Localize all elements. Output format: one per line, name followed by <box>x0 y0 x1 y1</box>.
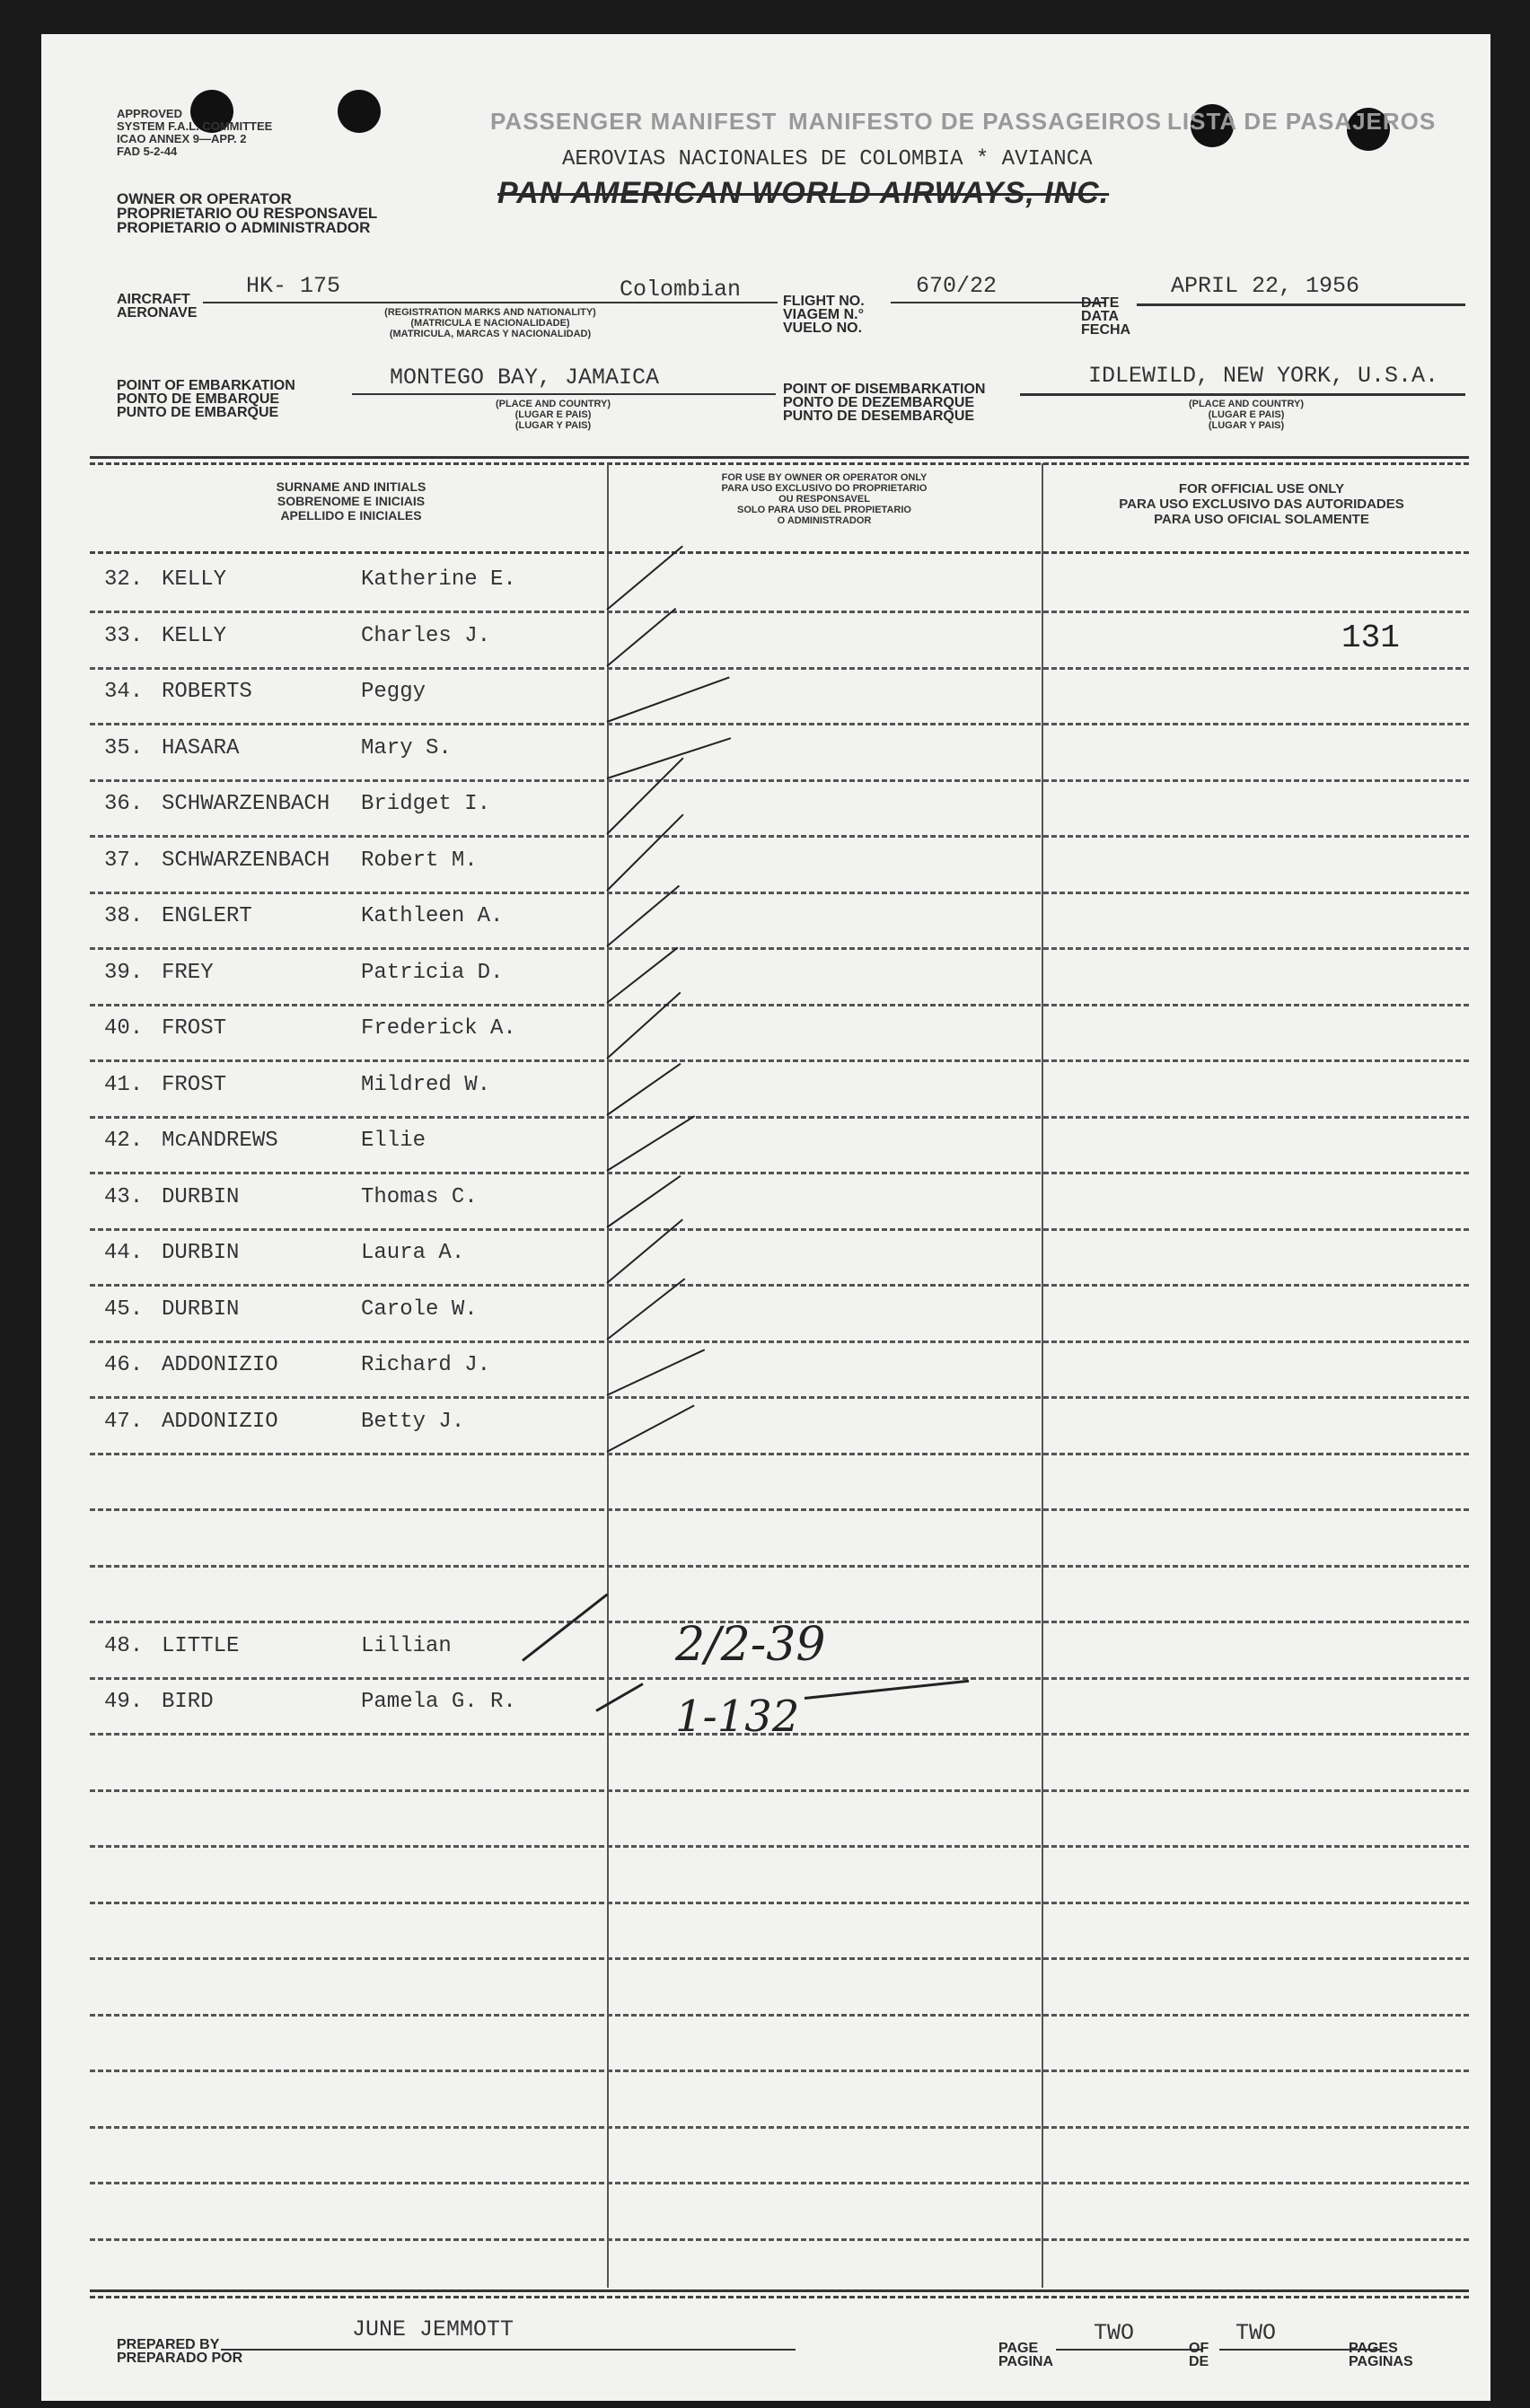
passenger-given-name: Robert M. <box>361 848 478 873</box>
disembarkation-label: POINT OF DISEMBARKATION PONTO DE DEZEMBARQUE PUNTO DE DESEMBARQUE <box>783 382 986 424</box>
passenger-given-name: Pamela G. R. <box>361 1690 516 1714</box>
approval-line: SYSTEM F.A.L. COMMITTEE <box>117 119 273 133</box>
passenger-given-name: Carole W. <box>361 1297 478 1322</box>
check-mark <box>607 1404 695 1452</box>
row-rule <box>90 2238 1469 2241</box>
row-rule <box>90 2070 1469 2072</box>
embarkation-place-caption: (PLACE AND COUNTRY) (LUGAR E PAIS) (LUGAR Y PAIS) <box>495 399 611 431</box>
pages-label: PAGES PAGINAS <box>1349 2341 1413 2369</box>
page-label: PAGE PAGINA <box>998 2341 1054 2369</box>
passenger-surname: BIRD <box>162 1690 214 1714</box>
passenger-number: 39. <box>104 961 144 985</box>
operator-use-header: FOR USE BY OWNER OR OPERATOR ONLY PARA USO EXCLUSIVO DO PROPRIETARIO OU RESPONSAVEL SOLO PARA USO DEL PROPIETARIO O ADMINISTRADOR <box>721 472 928 526</box>
passenger-surname: HASARA <box>162 736 240 760</box>
date-value: APRIL 22, 1956 <box>1171 273 1360 299</box>
check-mark <box>607 1349 706 1396</box>
passenger-number: 33. <box>104 624 144 648</box>
passenger-given-name: Ellie <box>361 1129 426 1153</box>
passenger-given-name: Bridget I. <box>361 792 491 816</box>
check-mark <box>606 1115 695 1172</box>
passenger-surname: FREY <box>162 961 214 985</box>
operator-typed: AEROVIAS NACIONALES DE COLOMBIA * AVIANCA <box>562 147 1093 171</box>
row-rule <box>90 2126 1469 2129</box>
passenger-given-name: Betty J. <box>361 1410 465 1434</box>
aircraft-value: HK- 175 <box>246 273 341 299</box>
passenger-number: 40. <box>104 1016 144 1041</box>
passenger-surname: FROST <box>162 1073 227 1097</box>
table-top-border <box>90 456 1469 459</box>
prepared-by-value: JUNE JEMMOTT <box>352 2316 514 2342</box>
passenger-given-name: Laura A. <box>361 1241 465 1265</box>
prepared-by-label: PREPARED BY PREPARADO POR <box>117 2337 243 2366</box>
passenger-given-name: Lillian <box>361 1634 452 1658</box>
passenger-surname: ADDONIZIO <box>162 1353 278 1377</box>
handwritten-underline <box>805 1680 969 1700</box>
row-rule <box>90 1957 1469 1960</box>
check-mark <box>606 947 678 1004</box>
row-rule <box>90 2182 1469 2184</box>
row-rule <box>90 1284 1469 1287</box>
table-bottom-border <box>90 2289 1469 2292</box>
check-mark <box>595 1683 643 1712</box>
row-rule <box>90 1059 1469 1062</box>
check-mark <box>606 1175 681 1228</box>
passenger-given-name: Katherine E. <box>361 567 516 592</box>
passenger-surname: DURBIN <box>162 1297 240 1322</box>
passenger-number: 44. <box>104 1241 144 1265</box>
owner-operator-label: OWNER OR OPERATOR PROPRIETARIO OU RESPONSAVEL PROPIETARIO O ADMINISTRADOR <box>117 190 378 236</box>
passenger-number: 35. <box>104 736 144 760</box>
passenger-given-name: Kathleen A. <box>361 904 504 928</box>
passenger-number: 41. <box>104 1073 144 1097</box>
passenger-number: 32. <box>104 567 144 592</box>
passenger-surname: LITTLE <box>162 1634 240 1658</box>
passenger-number: 47. <box>104 1410 144 1434</box>
passenger-surname: KELLY <box>162 624 227 648</box>
disembarkation-place-caption: (PLACE AND COUNTRY) (LUGAR E PAIS) (LUGAR Y PAIS) <box>1188 399 1305 431</box>
passenger-given-name: Mary S. <box>361 736 452 760</box>
passenger-given-name: Patricia D. <box>361 961 504 985</box>
of-value: TWO <box>1235 2320 1277 2346</box>
handwritten-note: 2/2-39 <box>675 1618 826 1672</box>
title-english: PASSENGER MANIFEST <box>490 108 778 135</box>
passenger-number: 48. <box>104 1634 144 1658</box>
row-rule <box>90 611 1469 613</box>
row-rule <box>90 1677 1469 1680</box>
row-rule <box>90 667 1469 670</box>
passenger-surname: ROBERTS <box>162 680 252 704</box>
registration-caption: (REGISTRATION MARKS AND NATIONALITY) (MATRICULA E NACIONALIDADE) (MATRICULA, MARCAS Y NACIONALIDAD) <box>384 307 596 339</box>
handwritten-note: 1-132 <box>675 1692 800 1742</box>
passenger-number: 43. <box>104 1185 144 1209</box>
passenger-given-name: Peggy <box>361 680 426 704</box>
check-mark <box>607 676 730 722</box>
prepared-by-underline <box>221 2349 796 2351</box>
flight-label: FLIGHT NO. VIAGEM N.° VUELO NO. <box>783 294 865 336</box>
page-value: TWO <box>1094 2320 1135 2346</box>
date-underline <box>1137 303 1465 306</box>
passenger-number: 46. <box>104 1353 144 1377</box>
row-rule <box>90 1340 1469 1343</box>
date-label: DATE DATA FECHA <box>1081 295 1131 338</box>
row-rule <box>90 1453 1469 1455</box>
passenger-number: 38. <box>104 904 144 928</box>
of-label: OF DE <box>1189 2341 1209 2369</box>
page-underline <box>1056 2349 1203 2351</box>
surname-header: SURNAME AND INITIALS SOBRENOME E INICIAIS APELLIDO E INICIALES <box>276 479 426 523</box>
passenger-given-name: Charles J. <box>361 624 491 648</box>
passenger-number: 49. <box>104 1690 144 1714</box>
embarkation-value: MONTEGO BAY, JAMAICA <box>390 365 660 391</box>
check-mark <box>606 813 683 891</box>
passenger-surname: ADDONIZIO <box>162 1410 278 1434</box>
table-bottom-border <box>90 2296 1469 2298</box>
nationality-value: Colombian <box>620 277 742 303</box>
row-rule <box>90 1508 1469 1511</box>
row-rule <box>90 835 1469 838</box>
passenger-given-name: Thomas C. <box>361 1185 478 1209</box>
row-rule <box>90 947 1469 950</box>
passenger-surname: SCHWARZENBACH <box>162 848 330 873</box>
approval-block <box>117 108 272 158</box>
official-use-header: FOR OFFICIAL USE ONLY PARA USO EXCLUSIVO DAS AUTORIDADES PARA USO OFICIAL SOLAMENTE <box>1119 481 1404 527</box>
row-rule <box>90 1228 1469 1231</box>
flight-value: 670/22 <box>916 273 998 299</box>
passenger-surname: McANDREWS <box>162 1129 278 1153</box>
aircraft-label: AIRCRAFT AERONAVE <box>117 292 198 321</box>
title-spanish: LISTA DE PASAJEROS <box>1167 108 1437 135</box>
row-rule <box>90 1789 1469 1792</box>
passenger-surname: KELLY <box>162 567 227 592</box>
passenger-number: 36. <box>104 792 144 816</box>
check-mark <box>606 1063 681 1116</box>
row-rule <box>90 1845 1469 1848</box>
row-rule <box>90 1565 1469 1568</box>
check-mark <box>606 1278 685 1340</box>
title-portuguese: MANIFESTO DE PASSAGEIROS <box>788 108 1162 135</box>
passenger-surname: DURBIN <box>162 1241 240 1265</box>
row-rule <box>90 1902 1469 1904</box>
check-mark <box>606 546 683 611</box>
passenger-surname: DURBIN <box>162 1185 240 1209</box>
passenger-surname: ENGLERT <box>162 904 252 928</box>
operator-printed: PAN AMERICAN WORLD AIRWAYS, INC. <box>497 176 1110 210</box>
check-mark <box>606 992 681 1059</box>
disembarkation-value: IDLEWILD, NEW YORK, U.S.A. <box>1088 363 1439 389</box>
approval-line: ICAO ANNEX 9—APP. 2 <box>117 132 247 145</box>
manifest-sheet <box>41 34 1490 2401</box>
check-mark <box>522 1593 608 1661</box>
passenger-given-name: Mildred W. <box>361 1073 491 1097</box>
header-divider <box>90 551 1469 554</box>
table-top-border <box>90 462 1469 465</box>
approval-line: FAD 5-2-44 <box>117 145 178 158</box>
passenger-number: 37. <box>104 848 144 873</box>
passenger-given-name: Frederick A. <box>361 1016 516 1041</box>
check-mark <box>606 608 676 667</box>
row-rule <box>90 1116 1469 1119</box>
passenger-number: 34. <box>104 680 144 704</box>
row-rule <box>90 723 1469 725</box>
row-rule <box>90 892 1469 894</box>
punch-hole <box>338 90 381 133</box>
check-mark <box>606 885 680 947</box>
passenger-surname: SCHWARZENBACH <box>162 792 330 816</box>
row-rule <box>90 1004 1469 1006</box>
aircraft-underline <box>203 302 778 303</box>
disembarkation-underline <box>1020 393 1465 396</box>
passenger-given-name: Richard J. <box>361 1353 491 1377</box>
passenger-surname: FROST <box>162 1016 227 1041</box>
passenger-number: 42. <box>104 1129 144 1153</box>
official-note: 131 <box>1341 620 1400 656</box>
row-rule <box>90 779 1469 782</box>
flight-underline <box>891 302 1106 303</box>
embarkation-label: POINT OF EMBARKATION PONTO DE EMBARQUE PUNTO DE EMBARQUE <box>117 378 295 420</box>
row-rule <box>90 2014 1469 2017</box>
approval-line: APPROVED <box>117 107 182 120</box>
row-rule <box>90 1172 1469 1174</box>
row-rule <box>90 1396 1469 1399</box>
passenger-number: 45. <box>104 1297 144 1322</box>
embarkation-underline <box>352 393 776 395</box>
